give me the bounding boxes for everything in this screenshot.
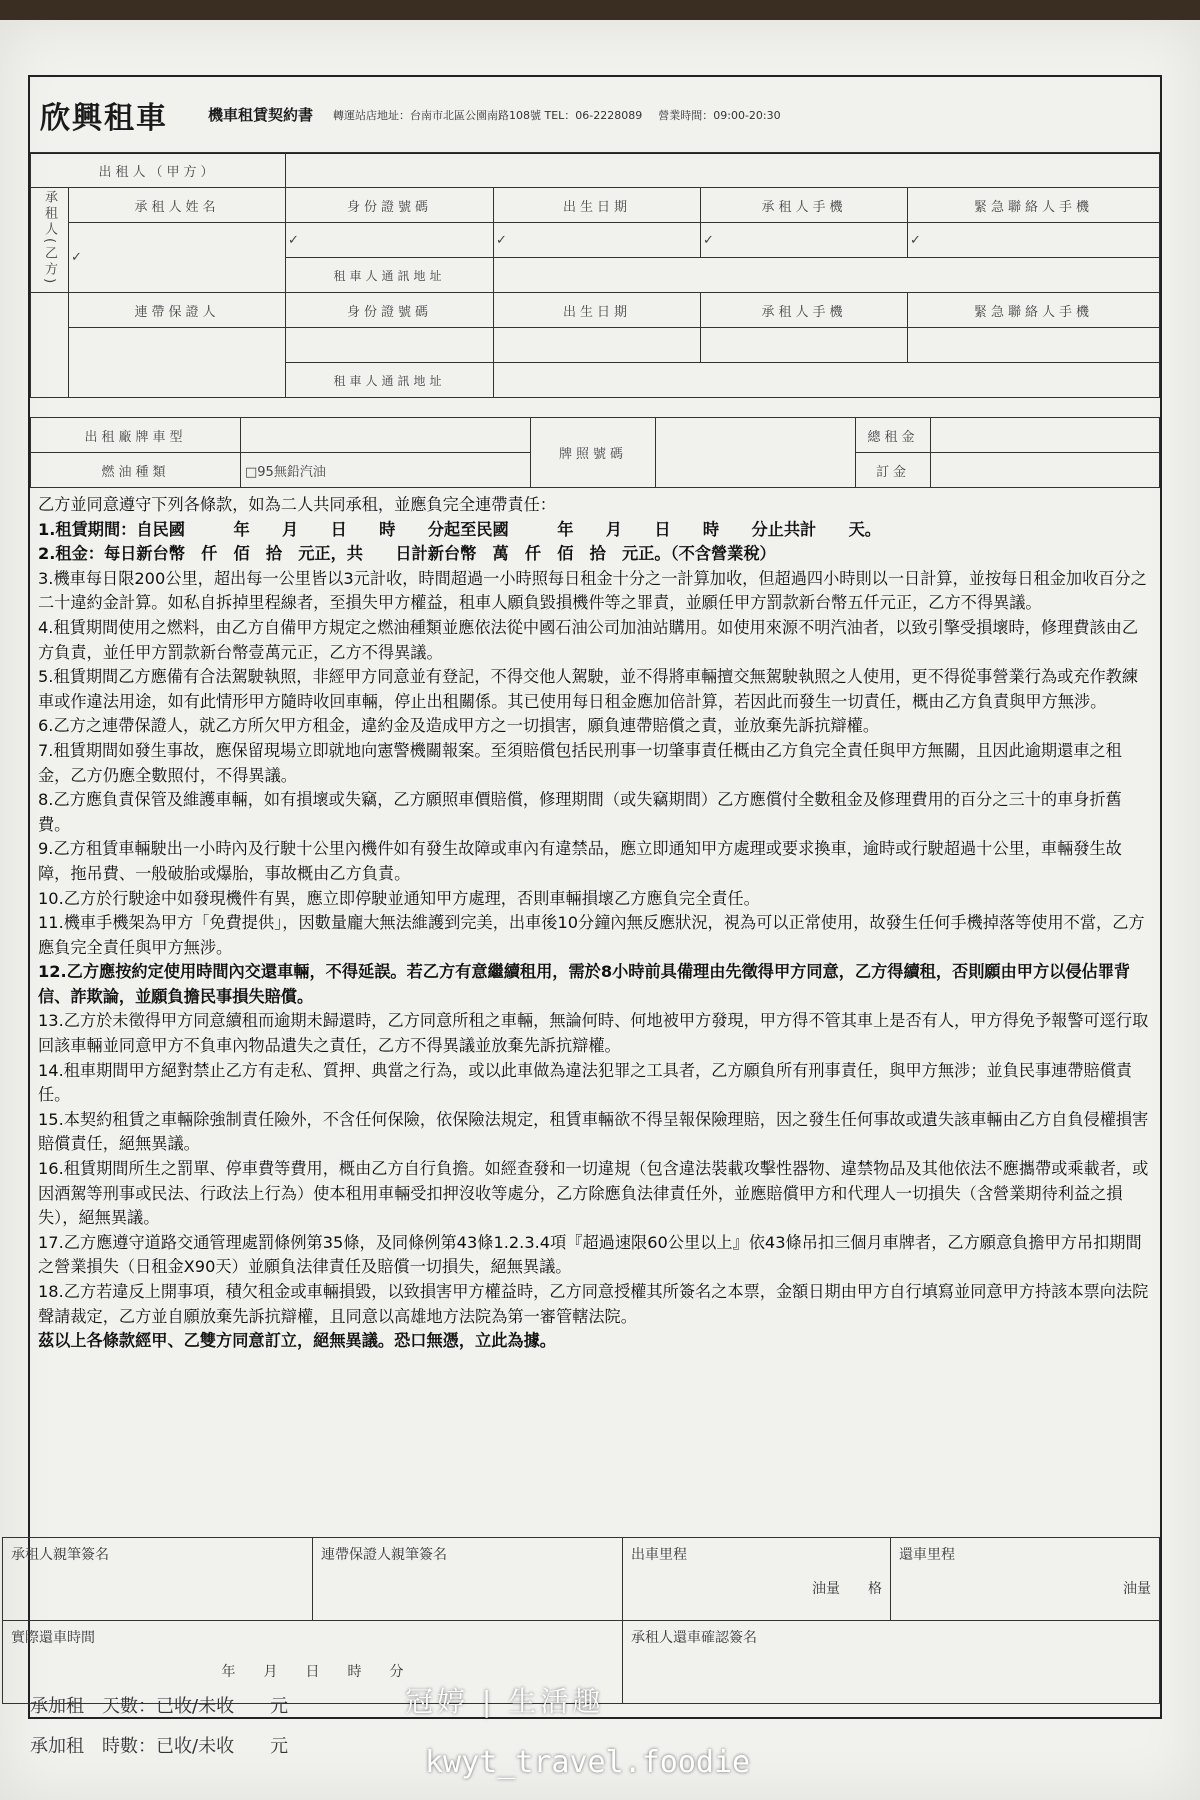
vehicle-model-label: 出租廠牌車型 [31,418,241,453]
guarantor-signature-label: 連帶保證人親筆簽名 [321,1547,447,1563]
extra-days-line: 承加租 天數：已收/未收 元 [30,1696,289,1717]
lessee-id-field[interactable]: ✓ [286,223,494,258]
lessee-address-field[interactable] [494,258,1160,293]
term-item: 17.乙方應遵守道路交通管理處罰條例第35條，及同條例第43條1.2.3.4項『超過速限60公里以上』依43條吊扣三個月車牌者，乙方願意負擔甲方吊扣期間之營業損失（日租金X90天）並願負法律責任及賠償一切損失，絕無異議。 [38,1232,1142,1277]
guarantor-col-birth: 出生日期 [494,293,701,328]
term-item: 5.租賃期間乙方應備有合法駕駛執照，非經甲方同意並有登記，不得交他人駕駛，並不得將車輛擅交無駕駛執照之人使用，更不得從事營業行為或充作教練車或作違法用途，如有此情形甲方隨時收回車輛，停止出租關係。其已使用每日租金應加倍計算，若因此而發生一切責任，概由乙方負責與甲方無涉。 [38,667,1139,711]
term-item: 12.乙方應按約定使用時間內交還車輛，不得延誤。若乙方有意繼續租用，需於8小時前具備理由先徵得甲方同意，乙方得續租，否則願由甲方以侵佔罪背信、詐欺論，並願負擔民事損失賠償。 [38,962,1131,1006]
guarantor-address-field[interactable] [494,363,1160,398]
guarantor-name-field[interactable] [69,328,286,398]
fuel-option-checkbox[interactable]: □95無鉛汽油 [241,453,531,488]
guarantor-signature-field[interactable] [313,1538,623,1621]
terms-intro: 乙方並同意遵守下列各條款，如為二人共同承租，並應負完全連帶責任： [38,495,556,514]
fuel-type-label: 燃油種類 [31,453,241,488]
lessor-value[interactable] [286,153,1160,188]
return-confirm-field[interactable] [623,1621,1160,1704]
signature-table [2,1537,1160,1704]
lessee-address-label: 租車人通訊地址 [286,258,494,293]
lessee-col-id: 身份證號碼 [286,188,494,223]
contract-header [30,77,1160,154]
plate-number-label: 牌照號碼 [531,418,656,488]
guarantor-address-label: 租車人通訊地址 [286,363,494,398]
company-name: 欣興租車 [40,100,168,136]
vehicle-table [30,417,1160,488]
lessee-col-phone: 承租人手機 [701,188,908,223]
guarantor-col-emergency: 緊急聯絡人手機 [908,293,1160,328]
lessee-side-label: 承租人(乙方) [31,188,69,293]
lessee-birth-field[interactable]: ✓ [494,223,701,258]
total-rent-field[interactable] [931,418,1160,453]
return-datetime-label: 年 月 日 時 分 [221,1664,404,1680]
lessee-phone-field[interactable]: ✓ [701,223,908,258]
guarantor-col-id: 身份證號碼 [286,293,494,328]
lessee-col-birth: 出生日期 [494,188,701,223]
out-fuel-label: 油量 格 [812,1581,882,1597]
term-item: 7.租賃期間如發生事故，應保留現場立即就地向憲警機關報案。至須賠償包括民刑事一切肇事責任概由乙方負完全責任與甲方無關，且因此逾期還車之租金，乙方仍應全數照付，不得異議。 [38,740,1122,785]
party-table [30,187,1160,398]
lessee-col-name: 承租人姓名 [69,188,286,223]
total-rent-label: 總租金 [856,418,931,453]
term-item: 8.乙方應負責保管及維護車輛，如有損壞或失竊，乙方願照車價賠償，修理期間（或失竊期間）乙方應償付全數租金及修理費用的百分之三十的車身折舊費。 [38,790,1122,834]
paper-sheet [0,20,1200,1800]
watermark-brand: 冠婷 | 生活趣 [405,1685,605,1718]
actual-return-label: 實際還車時間 [11,1630,95,1646]
terms-section [30,487,1160,1537]
term-item: 2.租金：每日新台幣 仟 佰 拾 元正，共 日計新台幣 萬 仟 佰 拾 元正。（不含營業稅） [38,544,776,564]
guarantor-col-phone: 承租人手機 [701,293,908,328]
term-item: 15.本契約租賃之車輛除強制責任險外，不含任何保險，依保險法規定，租賃車輛欲不得呈報保險理賠，因之發生任何事故或遺失該車輛由乙方自負侵權損害賠償責任，絕無異議。 [38,1109,1149,1154]
term-item: 9.乙方租賃車輛駛出一小時內及行駛十公里內機件如有發生故障或車內有違禁品，應立即通知甲方處理或要求換車，逾時或行駛超過十公里，車輛發生故障，拖吊費、一般破胎或爆胎，事故概由乙方負責。 [38,839,1122,883]
guarantor-side-spacer [31,293,69,398]
terms-closing: 茲以上各條款經甲、乙雙方同意訂立，絕無異議。恐口無憑，立此為據。 [38,1331,556,1351]
contract-title: 機車租賃契約書 [208,106,314,124]
vehicle-model-field[interactable] [241,418,531,453]
lessor-table [30,152,1160,188]
term-item: 1.租賃期間：自民國 年 月 日 時 分起至民國 年 月 日 時 分止共計 天。 [38,519,881,539]
guarantor-phone-field[interactable] [701,328,908,363]
lessee-name-field[interactable]: ✓ [69,223,286,293]
guarantor-emergency-field[interactable] [908,328,1160,363]
plate-number-field[interactable] [656,418,856,488]
guarantor-col-name: 連帶保證人 [69,293,286,328]
lessee-signature-label: 承租人親筆簽名 [11,1547,109,1563]
return-fuel-label: 油量 [1123,1581,1151,1597]
term-item: 4.租賃期間使用之燃料，由乙方自備甲方規定之燃油種類並應依法從中國石油公司加油站購用。如使用來源不明汽油者，以致引擎受損壞時，修理費該由乙方負責，並任甲方罰款新台幣壹萬元正，乙方不得異議。 [38,617,1139,662]
out-mileage-field[interactable] [623,1538,891,1621]
business-hours: 營業時間：09:00-20:30 [658,108,781,122]
out-mileage-label: 出車里程 [631,1547,687,1563]
watermark-handle: kwyt_travel.foodie [425,1745,751,1780]
guarantor-birth-field[interactable] [494,328,701,363]
deposit-field[interactable] [931,453,1160,488]
return-mileage-label: 還車里程 [899,1547,955,1563]
lessee-emergency-field[interactable]: ✓ [908,223,1160,258]
store-address: 轉運站店地址：台南市北區公園南路108號 TEL：06-2228089 [333,108,643,122]
return-confirm-label: 承租人還車確認簽名 [631,1630,757,1646]
term-item: 13.乙方於未徵得甲方同意續租而逾期未歸還時，乙方同意所租之車輛，無論何時、何地被甲方發現，甲方得不管其車上是否有人，甲方得免予報警可逕行取回該車輛並同意甲方不負車內物品遺失之責任，乙方不得異議並放棄先訴抗辯權。 [38,1011,1149,1056]
return-mileage-field[interactable] [891,1538,1160,1621]
lessee-signature-field[interactable] [3,1538,313,1621]
extra-hours-line: 承加租 時數：已收/未收 元 [30,1736,289,1757]
term-item: 16.租賃期間所生之罰單、停車費等費用，概由乙方自行負擔。如經查發和一切違規（包含違法裝載攻擊性器物、違禁物品及其他依法不應攜帶或乘載者，或因酒駕等刑事或民法、行政法上行為）使本租用車輛受扣押沒收等處分，乙方除應負法律責任外，並應賠償甲方和代理人一切損失（含營業期待利益之損失），絕無異議。 [38,1159,1149,1228]
term-item: 11.機車手機架為甲方「免費提供」，因數量龐大無法維護到完美，出車後10分鐘內無反應狀況，視為可以正常使用，故發生任何手機掉落等使用不當，乙方應負完全責任與甲方無涉。 [38,913,1145,957]
term-item: 3.機車每日限200公里，超出每一公里皆以3元計收，時間超過一小時照每日租金十分之一計算加收，但超過四小時則以一日計算，並按每日租金加收百分之二十違約金計算。如私自拆掉里程線者，至損失甲方權益，租車人願負毀損機件等之罪責，並願任甲方罰款新台幣五仟元正，乙方不得異議。 [38,568,1147,613]
deposit-label: 訂金 [856,453,931,488]
guarantor-id-field[interactable] [286,328,494,363]
term-item: 14.租車期間甲方絕對禁止乙方有走私、質押、典當之行為，或以此車做為違法犯罪之工具者，乙方願負所有刑事責任，與甲方無涉；並負民事連帶賠償責任。 [38,1060,1133,1105]
lessor-label: 出租人（甲方） [31,153,286,188]
term-item: 6.乙方之連帶保證人，就乙方所欠甲方租金，違約金及造成甲方之一切損害，願負連帶賠償之責，並放棄先訴抗辯權。 [38,716,880,736]
lessee-col-emergency: 緊急聯絡人手機 [908,188,1160,223]
term-item: 10.乙方於行駛途中如發現機件有異，應立即停駛並通知甲方處理，否則車輛損壞乙方應負完全責任。 [38,888,760,908]
term-item: 18.乙方若違反上開事項，積欠租金或車輛損毀，以致損害甲方權益時，乙方同意授權其所簽名之本票，金額日期由甲方自行填寫並同意甲方持該本票向法院聲請裁定，乙方並自願放棄先訴抗辯權，且同意以高雄地方法院為第一審管轄法院。 [38,1282,1149,1326]
rental-contract [11,75,1162,1757]
